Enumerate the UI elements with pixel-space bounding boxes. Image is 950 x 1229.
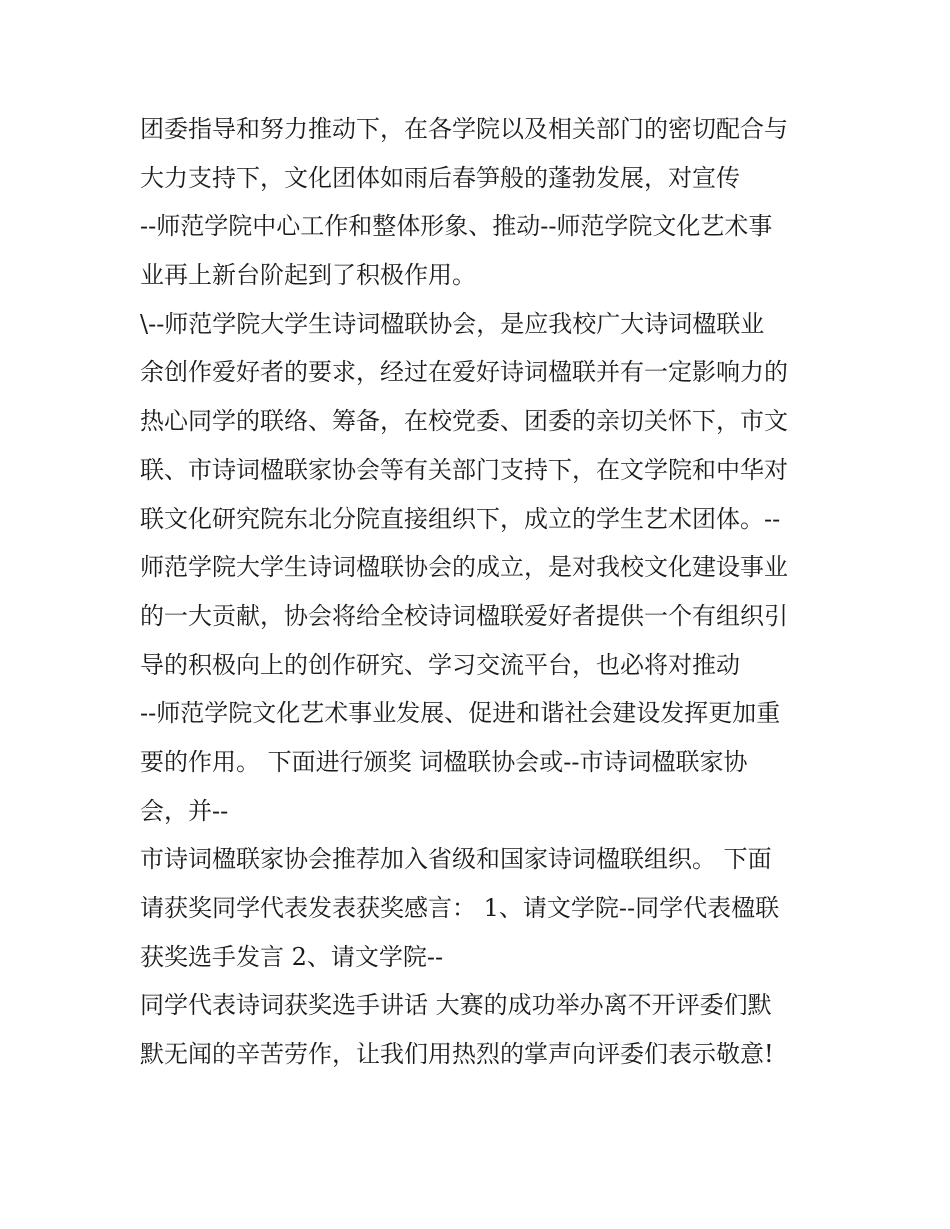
text-line-3: --师范学院中心工作和整体形象、推动--师范学院文化艺术事 — [140, 212, 773, 241]
text-line-13: --师范学院文化艺术事业发展、促进和谐社会建设发挥更加重 — [140, 699, 781, 728]
text-line-5: \--师范学院大学生诗词楹联协会，是应我校广大诗词楹联业 — [140, 309, 765, 338]
text-line-16: 市诗词楹联家协会推荐加入省级和国家诗词楹联组织。 下面 — [140, 845, 772, 874]
text-line-15: 会，并-- — [140, 796, 229, 825]
text-line-18: 获奖选手发言 2、请文学院-- — [140, 942, 444, 971]
text-line-10: 师范学院大学生诗词楹联协会的成立，是对我校文化建设事业 — [140, 553, 788, 582]
text-line-17: 请获奖同学代表发表获奖感言： 1、请文学院--同学代表楹联 — [140, 894, 780, 922]
text-line-11: 的一大贡献，协会将给全校诗词楹联爱好者提供一个有组织引 — [140, 601, 788, 630]
text-line-7: 热心同学的联络、筹备，在校党委、团委的亲切关怀下，市文 — [140, 407, 788, 436]
text-line-8: 联、市诗词楹联家协会等有关部门支持下，在文学院和中华对 — [140, 455, 788, 484]
body-text — [140, 105, 830, 1079]
text-line-6: 余创作爱好者的要求，经过在爱好诗词楹联并有一定影响力的 — [140, 358, 788, 387]
text-line-2: 大力支持下，文化团体如雨后春笋般的蓬勃发展，对宣传 — [140, 163, 740, 192]
text-line-9: 联文化研究院东北分院直接组织下，成立的学生艺术团体。-- — [140, 504, 781, 533]
text-line-14: 要的作用。 下面进行颁奖 词楹联协会或--市诗词楹联家协 — [140, 747, 748, 776]
text-line-1: 团委指导和努力推动下，在各学院以及相关部门的密切配合与 — [140, 115, 788, 143]
text-line-12: 导的积极向上的创作研究、学习交流平台，也必将对推动 — [140, 650, 740, 679]
text-line-19: 同学代表诗词获奖选手讲话 大赛的成功举办离不开评委们默 — [140, 991, 772, 1020]
text-line-4: 业再上新台阶起到了积极作用。 — [140, 261, 476, 290]
text-line-20: 默无闻的辛苦劳作，让我们用热烈的掌声向评委们表示敬意! — [140, 1040, 774, 1069]
